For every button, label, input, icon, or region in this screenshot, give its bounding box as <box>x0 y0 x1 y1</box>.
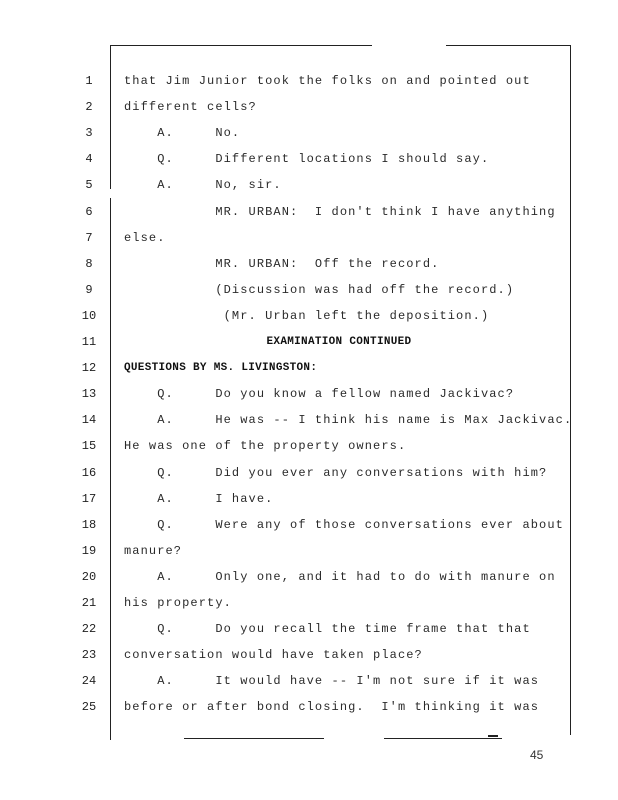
line-number: 23 <box>81 648 97 663</box>
line-number: 24 <box>81 674 97 689</box>
line-text: (Mr. Urban left the deposition.) <box>124 308 490 323</box>
transcript-line <box>0 387 618 413</box>
line-text: before or after bond closing. I'm thinking it was <box>124 700 540 715</box>
line-number: 2 <box>85 100 93 115</box>
transcript-line <box>0 518 618 544</box>
line-number: 18 <box>81 517 97 532</box>
line-number: 15 <box>81 439 97 454</box>
line-text: Q. Different locations I should say. <box>124 152 490 167</box>
frame-bottom-mark <box>488 735 498 737</box>
line-text: different cells? <box>124 100 257 115</box>
line-number: 9 <box>85 282 93 297</box>
frame-top-right-rule <box>446 45 570 46</box>
transcript-line <box>0 283 618 309</box>
section-heading: EXAMINATION CONTINUED <box>266 336 412 348</box>
transcript-line <box>0 152 618 178</box>
transcript-line <box>0 126 618 152</box>
line-number: 11 <box>81 335 97 349</box>
line-text: Q. Did you ever any conversations with him? <box>124 465 548 480</box>
line-text: MR. URBAN: Off the record. <box>124 256 440 271</box>
frame-top-left-rule <box>110 45 372 46</box>
transcript-line <box>0 178 618 204</box>
line-number: 17 <box>81 491 97 506</box>
line-number: 7 <box>85 230 93 245</box>
page-number: 45 <box>530 748 544 762</box>
line-text: A. No, sir. <box>124 178 282 193</box>
transcript-line <box>0 700 618 726</box>
transcript-line <box>0 439 618 465</box>
line-number: 8 <box>85 256 93 271</box>
line-text: conversation would have taken place? <box>124 648 423 663</box>
line-number: 25 <box>81 700 97 715</box>
line-number: 10 <box>81 308 97 323</box>
line-number: 14 <box>81 413 97 428</box>
line-text: Q. Do you recall the time frame that that <box>124 622 531 637</box>
transcript-line <box>0 231 618 257</box>
transcript-line <box>0 544 618 570</box>
transcript-line <box>0 74 618 100</box>
questioner-heading: QUESTIONS BY MS. LIVINGSTON: <box>124 362 318 375</box>
line-text: A. I have. <box>124 491 274 506</box>
transcript-line <box>0 413 618 439</box>
line-number: 4 <box>85 152 93 167</box>
line-number: 21 <box>81 596 97 610</box>
line-number: 20 <box>81 569 97 584</box>
transcript-line <box>0 466 618 492</box>
line-text: else. <box>124 230 166 245</box>
line-number: 6 <box>85 204 93 219</box>
transcript-line <box>0 361 618 387</box>
transcript-line <box>0 205 618 231</box>
transcript-line <box>0 257 618 283</box>
line-text: MR. URBAN: I don't think I have anything <box>124 204 556 219</box>
line-number: 1 <box>85 74 93 88</box>
transcript-line <box>0 335 618 361</box>
line-text: that Jim Junior took the folks on and pointed out <box>124 74 531 88</box>
line-text: his property. <box>124 596 232 610</box>
line-number: 16 <box>81 465 97 480</box>
line-number: 19 <box>81 543 97 558</box>
transcript-line <box>0 570 618 596</box>
line-number: 5 <box>85 178 93 193</box>
line-text: (Discussion was had off the record.) <box>124 282 515 297</box>
line-number: 22 <box>81 622 97 637</box>
line-text: A. It would have -- I'm not sure if it was <box>124 674 540 689</box>
transcript-line <box>0 309 618 335</box>
line-text: A. Only one, and it had to do with manure on <box>124 569 556 584</box>
line-text: A. He was -- I think his name is Max Jackivac. <box>124 413 573 428</box>
line-text: Q. Do you know a fellow named Jackivac? <box>124 387 515 402</box>
transcript-line <box>0 622 618 648</box>
frame-bottom-right-rule <box>384 738 502 739</box>
line-number: 13 <box>81 387 97 402</box>
line-text: He was one of the property owners. <box>124 439 407 454</box>
line-text: A. No. <box>124 126 241 141</box>
line-text: Q. Were any of those conversations ever about <box>124 517 564 532</box>
transcript-line <box>0 674 618 700</box>
line-text: manure? <box>124 543 183 558</box>
line-number: 3 <box>85 126 93 141</box>
transcript-line <box>0 492 618 518</box>
transcript-line <box>0 100 618 126</box>
frame-bottom-left-rule <box>184 738 324 739</box>
line-number: 12 <box>81 361 97 376</box>
transcript-line <box>0 648 618 674</box>
transcript-line <box>0 596 618 622</box>
